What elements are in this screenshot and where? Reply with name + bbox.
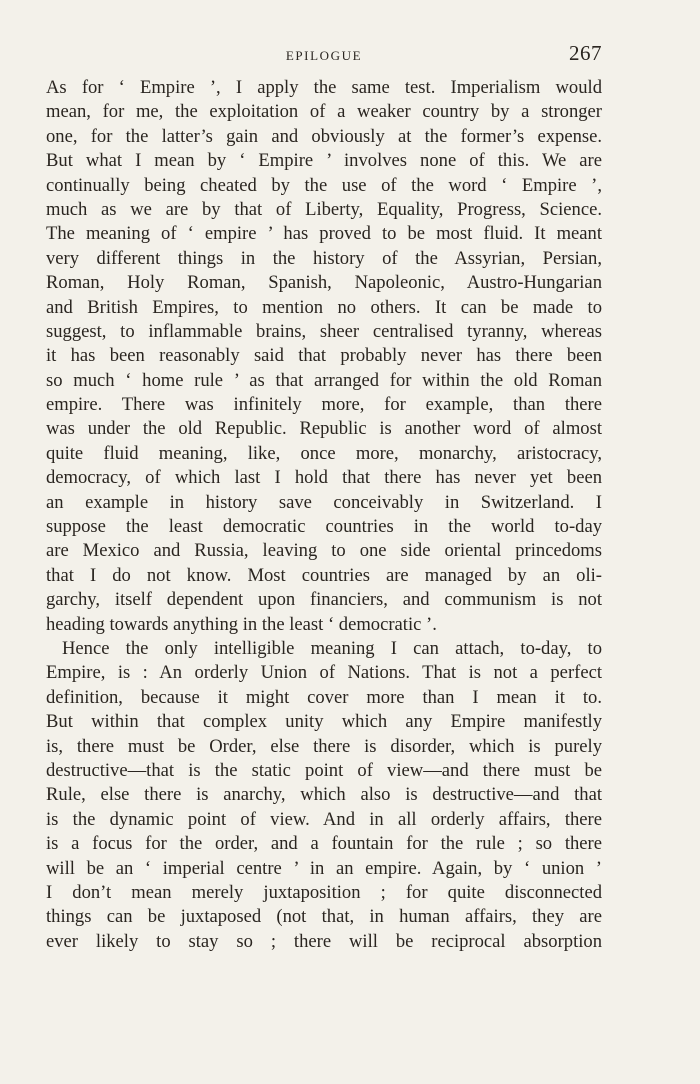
body-text bbox=[46, 76, 602, 954]
text-line: will be an ‘ imperial centre ’ in an empire. Again, by ‘ union ’ bbox=[46, 857, 602, 879]
text-line: much as we are by that of Liberty, Equality, Progress, Science. bbox=[46, 198, 602, 220]
text-line: continually being cheated by the use of the word ‘ Empire ’, bbox=[46, 174, 602, 196]
text-line: was under the old Republic. Republic is another word of almost bbox=[46, 418, 602, 440]
text-line: Rule, else there is anarchy, which also is destructive—and that bbox=[46, 784, 602, 806]
text-line: one, for the latter’s gain and obviously at the former’s expense. bbox=[46, 125, 602, 147]
text-line: Hence the only intelligible meaning I can attach, to-day, to bbox=[62, 637, 602, 659]
text-line: ever likely to stay so ; there will be reciprocal absorption bbox=[46, 930, 602, 952]
text-line: democracy, of which last I hold that there has never yet been bbox=[46, 467, 602, 489]
text-line: that I do not know. Most countries are managed by an oli- bbox=[46, 564, 602, 586]
text-line: Roman, Holy Roman, Spanish, Napoleonic, Austro-Hungarian bbox=[46, 272, 602, 294]
text-line: destructive—that is the static point of view—and there must be bbox=[46, 759, 602, 781]
text-line: But what I mean by ‘ Empire ’ involves none of this. We are bbox=[46, 150, 602, 172]
text-line: very different things in the history of the Assyrian, Persian, bbox=[46, 247, 602, 269]
text-line: is a focus for the order, and a fountain for the rule ; so there bbox=[46, 833, 602, 855]
text-line: quite fluid meaning, like, once more, monarchy, aristocracy, bbox=[46, 442, 602, 464]
text-line: so much ‘ home rule ’ as that arranged for within the old Roman bbox=[46, 369, 602, 391]
text-line: are Mexico and Russia, leaving to one side oriental princedoms bbox=[46, 540, 602, 562]
text-line: But within that complex unity which any Empire manifestly bbox=[46, 711, 602, 733]
text-line: heading towards anything in the least ‘ democratic ’. bbox=[46, 613, 437, 635]
text-line: As for ‘ Empire ’, I apply the same test. Imperialism would bbox=[46, 77, 602, 98]
text-line: mean, for me, the exploitation of a weaker country by a stronger bbox=[46, 101, 602, 123]
text-line: an example in history save conceivably in Switzerland. I bbox=[46, 491, 602, 513]
running-head: EPILOGUE bbox=[285, 48, 363, 63]
text-line: suppose the least democratic countries in the world to-day bbox=[46, 516, 602, 538]
text-line: things can be juxtaposed (not that, in human affairs, they are bbox=[46, 906, 602, 928]
page-number: 267 bbox=[569, 41, 602, 65]
text-line: empire. There was infinitely more, for example, than there bbox=[46, 394, 602, 416]
text-line: suggest, to inflammable brains, sheer centralised tyranny, whereas bbox=[46, 320, 602, 342]
page-header bbox=[46, 41, 602, 68]
text-line: definition, because it might cover more than I mean it to. bbox=[46, 686, 602, 708]
text-line: and British Empires, to mention no others. It can be made to bbox=[46, 296, 602, 318]
text-line: The meaning of ‘ empire ’ has proved to be most fluid. It meant bbox=[46, 223, 602, 245]
text-line: I don’t mean merely juxtaposition ; for quite disconnected bbox=[46, 881, 602, 903]
text-line: Empire, is : An orderly Union of Nations. That is not a perfect bbox=[46, 662, 602, 684]
text-line: garchy, itself dependent upon financiers, and communism is not bbox=[46, 589, 602, 611]
text-line: is the dynamic point of view. And in all orderly affairs, there bbox=[46, 808, 602, 830]
text-line: it has been reasonably said that probably never has there been bbox=[46, 345, 602, 367]
text-line: is, there must be Order, else there is disorder, which is purely bbox=[46, 735, 602, 757]
